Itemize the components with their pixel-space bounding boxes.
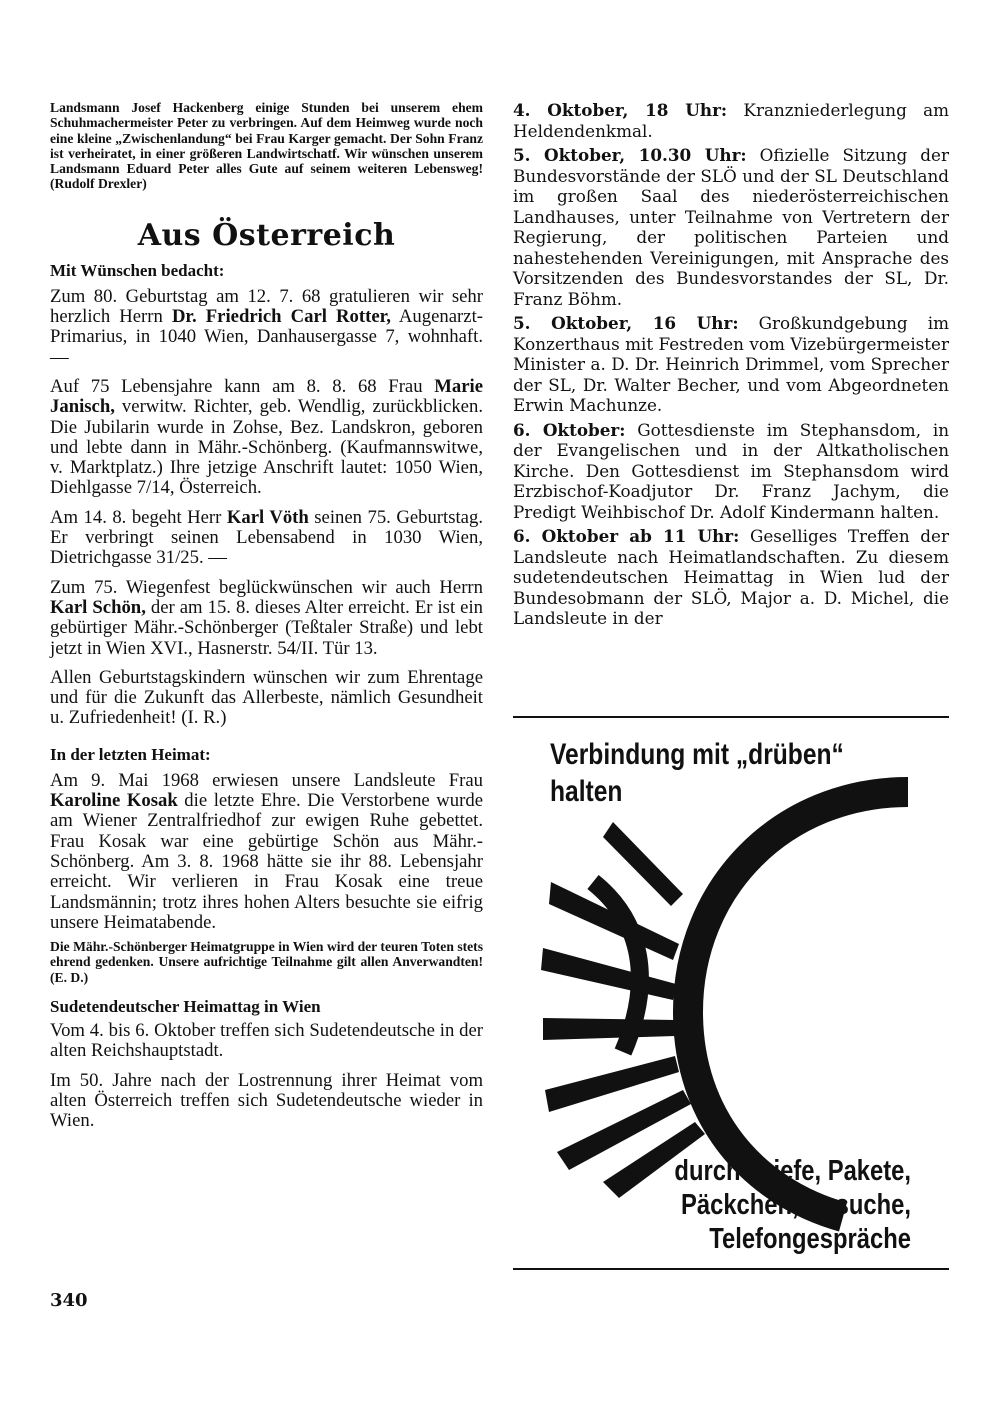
event-1 [513, 100, 949, 141]
ad-ray [543, 1018, 675, 1040]
event-heading: 6. Oktober: [513, 419, 626, 440]
person-name: Karoline Kosak [50, 790, 178, 812]
person-name: Karl Vöth [226, 506, 309, 528]
text: Am 9. Mai 1968 erwiesen unsere Landsleute Frau [50, 769, 483, 791]
event-heading: 4. Oktober, 18 Uhr: [513, 100, 728, 120]
birthday-wishes: Allen Geburtstagskindern wünschen wir zum Ehrentage und für die Zukunft das Allerbeste, nämlich Gesundheit u. Zufriedenheit! (I. R.) [50, 666, 483, 729]
text: Auf 75 Lebensjahre kann am 8. 8. 68 Frau [50, 375, 435, 397]
left-column [50, 100, 483, 1131]
birthday-schoen [50, 578, 483, 659]
advertisement [513, 722, 949, 1267]
ad-bottom-rule [513, 1268, 949, 1270]
heimattag-p2: Im 50. Jahre nach der Lostrennung ihrer Heimat vom alten Österreich treffen sich Sudetendeutsche wieder in Wien. [50, 1069, 483, 1132]
ad-ray [541, 948, 676, 1000]
section-title: Aus Österreich [137, 217, 396, 253]
text: seinen 75. Geburtstag. Er verbringt seinen Lebensabend in 1030 Wien, Dietrichgasse 31/25. — [50, 506, 483, 569]
event-heading: 5. Oktober, 16 Uhr: [513, 313, 739, 333]
text: verwitw. Richter, geb. Wendlig, zurückblicken. Die Jubilarin wurde in Zohse, Bez. Landskron, geboren und lebte dann in Mähr.-Schönberg. (Kaufmannswitwe, v. Marktplatz.) Ihre jetzige Anschrift lautet: 1050 Wien, Diehlgasse 7/14, Österreich. [50, 396, 483, 499]
ad-slogan-line: Päckchen, Besuche, [681, 1189, 911, 1221]
text: Am 14. 8. begeht Herr [50, 506, 227, 528]
intro-paragraph: Landsmann Josef Hackenberg einige Stunden bei unserem ehem Schuhmachermeister Peter zu verbringen. Auf dem Heimweg wurde noch eine kleine „Zwischenlandung“ bei Frau Karger gemacht. Der Sohn Franz ist verheiratet, in einer größeren Landwirtschatf. Wir wünschen unserem Landsmann Eduard Peter alles Gute auf seinem weiteren Lebensweg! (Rudolf Drexler) [50, 100, 483, 192]
ad-title-line: Verbindung mit „drüben“ [550, 738, 844, 771]
text: die letzte Ehre. Die Verstorbene wurde am Wiener Zentralfriedhof zur ewigen Ruhe gebettet. Frau Kosak war eine gebürtige Schön aus Mähr.-Schönberg. Am 3. 8. 1968 hätte sie ihr 88. Lebensjahr erreicht. Wir verlieren in Frau Kosak eine treue Landsmännin; trotz ihres hohen Alters besuchte sie eifrig unsere Heimatabende. [50, 790, 483, 933]
ad-title-line: halten [550, 775, 623, 808]
birthday-rotter [50, 287, 483, 368]
ad-title [550, 736, 935, 810]
text: Ofizielle Sitzung der Bundesvorstände der SLÖ und der SL Deutschland im großen Saal des niederösterreichischen Landhauses, unter Teilnahme von Vertretern der Regierung, der politischen Parteien und nahestehenden Vereinigungen, mit Ansprache des Vorsitzenden des Bundesvorstandes der SL, Dr. Franz Böhm. [513, 145, 950, 309]
birthday-voeth [50, 508, 483, 569]
ad-top-rule [513, 716, 949, 718]
ad-slogan [517, 1154, 911, 1256]
person-name: Karl Schön, [50, 596, 146, 618]
event-heading: 5. Oktober, 10.30 Uhr: [513, 145, 747, 165]
event-heading: 6. Oktober ab 11 Uhr: [513, 526, 740, 546]
text: Großkundgebung im Konzerthaus mit Festreden vom Vizebürgermeister Minister a. D. Dr. Heinrich Drimmel, vom Sprecher der SL, Dr. Walter Becher, und vom Abgeordneten Erwin Machunze. [513, 313, 949, 415]
subheading-last-home: In der letzten Heimat: [50, 744, 211, 764]
event-3 [513, 313, 949, 416]
event-5 [513, 526, 949, 629]
right-column [513, 100, 949, 629]
text: Geselliges Treffen der Landsleute nach Heimatlandschaften. Zu diesem sudetendeutschen Heimattag in Wien lud der Bundesobmann der SLÖ, Major a. D. Michel, die Landsleute in der [513, 526, 949, 628]
event-4 [513, 420, 949, 523]
ad-slogan-line: durch Briefe, Pakete, [674, 1155, 911, 1187]
text: Augenarzt-Primarius, in 1040 Wien, Danhausergasse 7, wohnhaft. — [50, 306, 483, 368]
text: Gottesdienste im Stephansdom, in der Evangelischen und in der Altkatholischen Kirche. Den Gottesdienst im Stephansdom wird Erzbischof-Koadjutor Dr. Franz Jachym, die Predigt Weihbischof Dr. Adolf Kindermann halten. [513, 419, 949, 522]
person-name: Dr. Friedrich Carl Rotter, [171, 306, 391, 328]
subheading-wishes: Mit Wünschen bedacht: [50, 260, 225, 280]
text: Kranzniederlegung am Heldendenkmal. [513, 100, 950, 141]
obituary-note: Die Mähr.-Schönberger Heimatgruppe in Wien wird der teuren Toten stets ehrend gedenken. Unsere aufrichtige Teilnahme gilt allen Anverwandten! (E. D.) [50, 939, 483, 985]
subheading-heimattag: Sudetendeutscher Heimattag in Wien [50, 996, 321, 1016]
heimattag-p1: Vom 4. bis 6. Oktober treffen sich Sudetendeutsche in der alten Reichshauptstadt. [50, 1019, 483, 1062]
text: Zum 80. Geburtstag am 12. 7. 68 gratulieren wir sehr herzlich Herrn [50, 285, 483, 328]
text: der am 15. 8. dieses Alter erreicht. Er ist ein gebürtiger Mähr.-Schönberger (Teßtaler Straße) und lebt jetzt in Wien XVI., Hasnerstr. 54/II. Tür 13. [50, 596, 483, 659]
text: Zum 75. Wiegenfest beglückwünschen wir auch Herrn [50, 576, 483, 598]
event-2 [513, 145, 949, 309]
ad-slogan-line: Telefongespräche [709, 1223, 911, 1255]
obituary-kosak [50, 771, 483, 933]
birthday-janisch [50, 377, 483, 499]
page-number: 340 [50, 1290, 88, 1311]
person-name: Marie Janisch, [50, 375, 483, 418]
